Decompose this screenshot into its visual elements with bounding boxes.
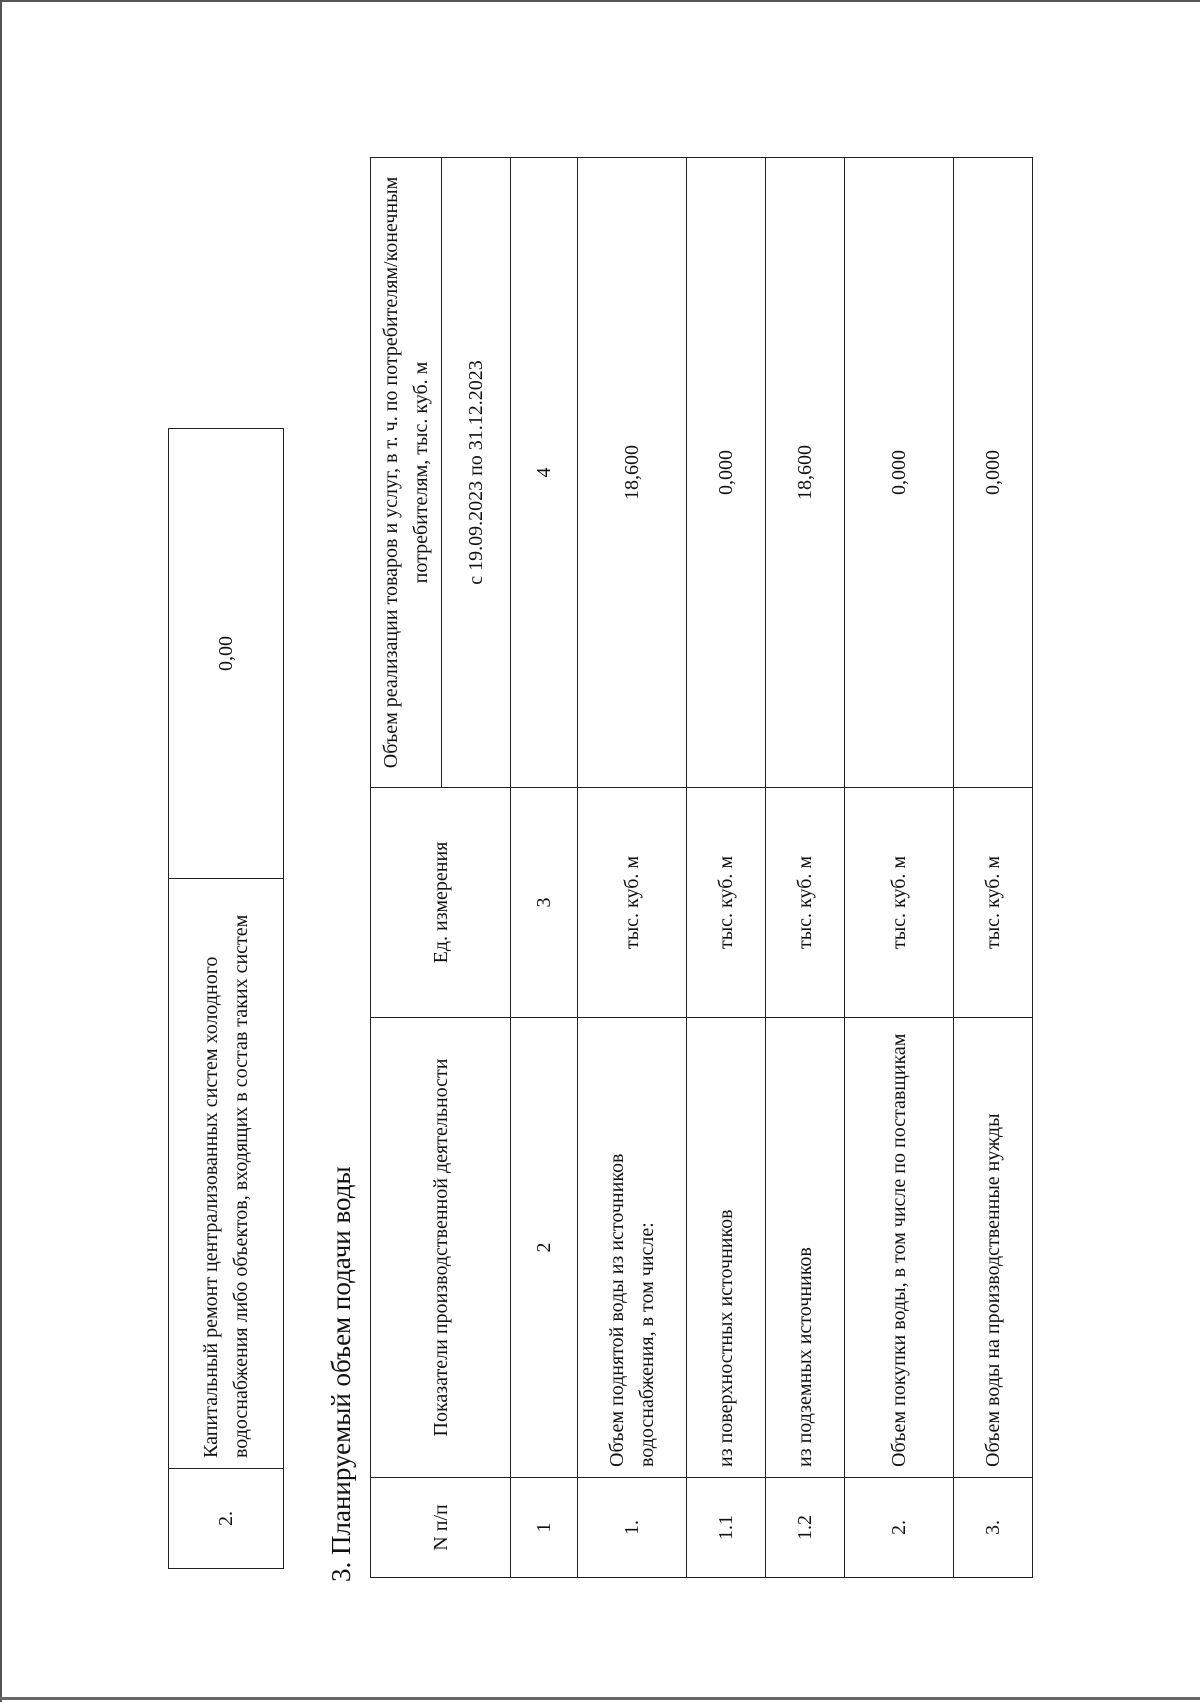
column-numbers-row (511, 158, 578, 1578)
row-value: 0,000 (845, 158, 954, 788)
row-number: 1.1 (687, 1478, 766, 1578)
row-description: Капитальный ремонт централизованных систем холодного водоснабжения либо объектов, входящих в состав таких систем (169, 879, 284, 1469)
row-unit: тыс. куб. м (954, 788, 1033, 1018)
row-unit: тыс. куб. м (687, 788, 766, 1018)
row-indicator: из поверхностных источников (687, 1018, 766, 1478)
header-num: N п/п (371, 1478, 511, 1578)
row-indicator: Объем поднятой воды из источников водоснабжения, в том числе: (578, 1018, 687, 1478)
table-row (687, 158, 766, 1578)
section-title: 3. Планируемый объем подачи воды (326, 1166, 356, 1582)
header-row (371, 158, 442, 1578)
column-number: 2 (511, 1018, 578, 1478)
water-supply-table (370, 157, 1033, 1578)
capital-repair-table (168, 428, 284, 1569)
row-unit: тыс. куб. м (845, 788, 954, 1018)
column-number: 3 (511, 788, 578, 1018)
row-indicator: из подземных источников (766, 1018, 845, 1478)
row-number: 1.2 (766, 1478, 845, 1578)
column-number: 4 (511, 158, 578, 788)
table-row (578, 158, 687, 1578)
row-indicator: Объем воды на производственные нужды (954, 1018, 1033, 1478)
table-row (845, 158, 954, 1578)
row-unit: тыс. куб. м (578, 788, 687, 1018)
table-row (169, 429, 284, 1569)
header-period: с 19.09.2023 по 31.12.2023 (442, 158, 511, 788)
row-value: 0,00 (169, 429, 284, 879)
table-row (954, 158, 1033, 1578)
row-value: 18,600 (578, 158, 687, 788)
header-unit: Ед. измерения (371, 788, 511, 1018)
row-number: 2. (169, 1469, 284, 1569)
row-value: 18,600 (766, 158, 845, 788)
row-indicator: Объем покупки воды, в том числе по поставщикам (845, 1018, 954, 1478)
row-value: 0,000 (954, 158, 1033, 788)
header-volume: Объем реализации товаров и услуг, в т. ч. по потребителям/конечным потребителям, тыс. куб. м (371, 158, 442, 788)
row-unit: тыс. куб. м (766, 788, 845, 1018)
table-row (766, 158, 845, 1578)
row-number: 3. (954, 1478, 1033, 1578)
row-number: 2. (845, 1478, 954, 1578)
column-number: 1 (511, 1478, 578, 1578)
row-value: 0,000 (687, 158, 766, 788)
row-number: 1. (578, 1478, 687, 1578)
header-indicator: Показатели производственной деятельности (371, 1018, 511, 1478)
